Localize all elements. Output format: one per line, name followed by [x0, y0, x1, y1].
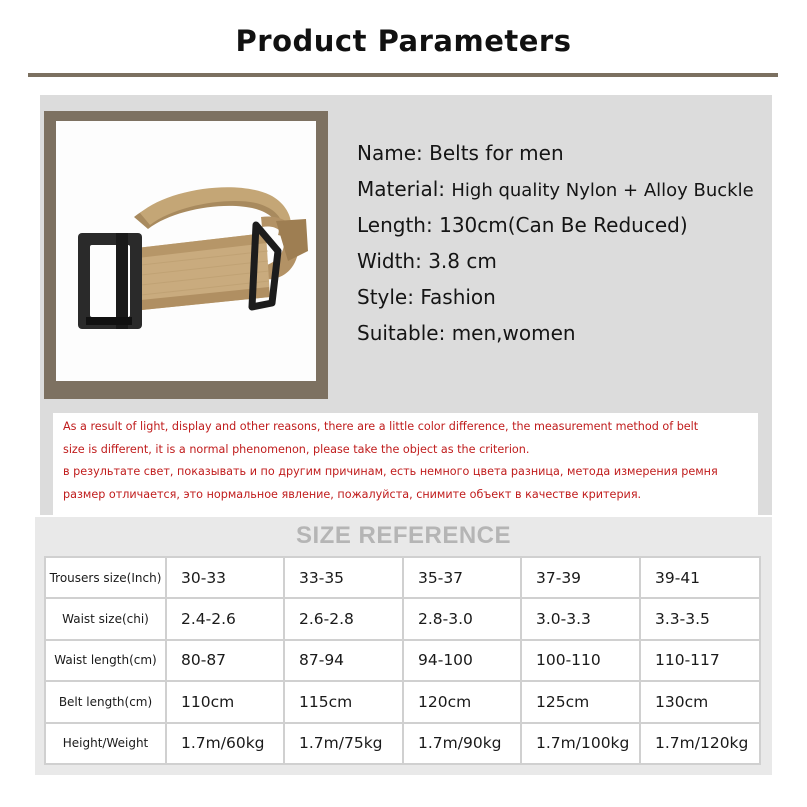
table-row	[45, 640, 760, 681]
notice-line: размер отличается, это нормальное явление, пожалуйста, снимите объект в качестве критерия.	[63, 487, 642, 501]
table-cell: 120cm	[403, 681, 521, 722]
param-label: Suitable:	[357, 321, 446, 345]
notice-line: size is different, it is a normal phenomenon, please take the object as the criterion.	[63, 442, 530, 456]
table-cell: 1.7m/90kg	[403, 723, 521, 764]
param-label: Material:	[357, 177, 445, 201]
table-cell: 94-100	[403, 640, 521, 681]
row-label: Height/Weight	[45, 723, 166, 764]
table-cell: 100-110	[521, 640, 640, 681]
color-notice	[53, 413, 758, 517]
param-style	[357, 283, 754, 319]
size-table	[44, 556, 761, 765]
table-cell: 87-94	[284, 640, 403, 681]
product-photo	[56, 121, 316, 381]
param-material	[357, 175, 754, 211]
table-cell: 37-39	[521, 557, 640, 598]
param-value: 3.8 cm	[428, 249, 497, 273]
param-value: 130cm(Can Be Reduced)	[439, 213, 688, 237]
param-value: men,women	[451, 321, 576, 345]
belt-icon	[56, 121, 316, 381]
param-width	[357, 247, 754, 283]
table-cell: 110cm	[166, 681, 284, 722]
row-label: Belt length(cm)	[45, 681, 166, 722]
size-reference-title: SIZE REFERENCE	[295, 522, 512, 549]
table-cell: 3.3-3.5	[640, 598, 760, 639]
param-value: Fashion	[420, 285, 496, 309]
param-label: Length:	[357, 213, 433, 237]
table-row	[45, 557, 760, 598]
table-cell: 2.4-2.6	[166, 598, 284, 639]
table-row	[45, 723, 760, 764]
param-value: High quality Nylon + Alloy Buckle	[451, 180, 754, 201]
param-length	[357, 211, 754, 247]
product-params	[357, 139, 754, 355]
param-suitable	[357, 319, 754, 355]
table-cell: 80-87	[166, 640, 284, 681]
table-cell: 2.8-3.0	[403, 598, 521, 639]
table-row	[45, 681, 760, 722]
table-cell: 110-117	[640, 640, 760, 681]
page-title: Product Parameters	[235, 24, 572, 58]
table-cell: 39-41	[640, 557, 760, 598]
table-cell: 1.7m/120kg	[640, 723, 760, 764]
param-name	[357, 139, 754, 175]
row-label: Trousers size(Inch)	[45, 557, 166, 598]
table-cell: 130cm	[640, 681, 760, 722]
title-divider	[28, 73, 778, 77]
row-label: Waist length(cm)	[45, 640, 166, 681]
param-label: Width:	[357, 249, 422, 273]
table-cell: 30-33	[166, 557, 284, 598]
row-label: Waist size(chi)	[45, 598, 166, 639]
notice-line: в результате свет, показывать и по другим причинам, есть немного цвета разница, метода измерения ремня	[63, 465, 718, 478]
table-cell: 2.6-2.8	[284, 598, 403, 639]
table-cell: 115cm	[284, 681, 403, 722]
table-cell: 35-37	[403, 557, 521, 598]
param-value: Belts for men	[429, 141, 564, 165]
product-photo-frame	[44, 111, 328, 399]
table-cell: 1.7m/75kg	[284, 723, 403, 764]
table-cell: 3.0-3.3	[521, 598, 640, 639]
param-label: Name:	[357, 141, 423, 165]
param-label: Style:	[357, 285, 414, 309]
table-cell: 125cm	[521, 681, 640, 722]
table-cell: 1.7m/60kg	[166, 723, 284, 764]
notice-line: As a result of light, display and other reasons, there are a little color difference, the measurement method of belt	[63, 420, 699, 433]
table-cell: 1.7m/100kg	[521, 723, 640, 764]
table-row	[45, 598, 760, 639]
table-cell: 33-35	[284, 557, 403, 598]
